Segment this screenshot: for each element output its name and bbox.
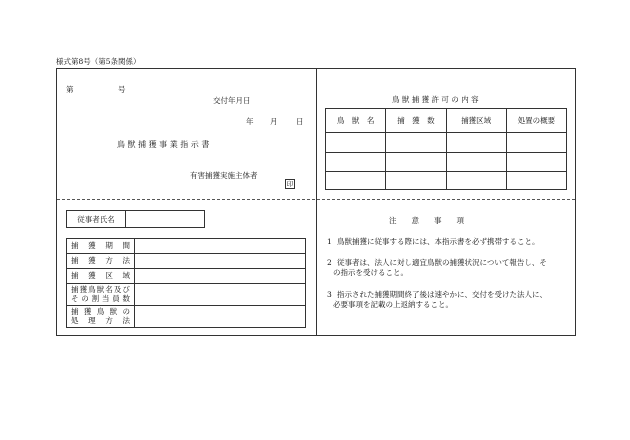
note-3-text: 指示された捕獲期間終了後は速やかに、交付を受けた法人に、 xyxy=(337,290,547,299)
date-month: 月 xyxy=(270,117,278,126)
notes-heading: 注 意 事 項 xyxy=(389,216,464,225)
seal-mark: 印 xyxy=(286,180,294,188)
number-prefix: 第 xyxy=(66,85,74,94)
vertical-divider xyxy=(316,69,317,335)
note-2-number: 2 xyxy=(327,258,332,267)
permit-col-area: 捕獲区域 xyxy=(446,109,506,133)
number-suffix: 号 xyxy=(118,85,126,94)
worker-name-label: 従事者氏名 xyxy=(67,211,126,228)
worker-name-field[interactable] xyxy=(126,211,205,228)
permit-cell[interactable] xyxy=(326,133,386,153)
capture-disposal-label-line2: 処理方法 xyxy=(71,315,130,325)
note-3-number: 3 xyxy=(327,290,332,299)
capture-area-label: 捕獲区域 xyxy=(71,270,130,280)
document-title: 鳥 獣 捕 獲 事 業 指 示 書 xyxy=(117,140,210,149)
permit-cell[interactable] xyxy=(386,133,446,153)
capture-period-field[interactable] xyxy=(135,239,306,254)
permit-cell[interactable] xyxy=(386,153,446,172)
capture-period-label: 捕獲期間 xyxy=(71,240,130,250)
form-number-label: 様式第8号（第5条関係） xyxy=(56,57,141,66)
permit-cell[interactable] xyxy=(506,172,566,190)
worker-name-table xyxy=(66,210,205,228)
permit-col-treatment: 処置の概要 xyxy=(506,109,566,133)
capture-method-field[interactable] xyxy=(135,254,306,269)
horizontal-cut-line xyxy=(57,199,575,200)
note-2-text-line2: の指示を受けること。 xyxy=(333,268,408,277)
permit-cell[interactable] xyxy=(446,153,506,172)
permit-cell[interactable] xyxy=(506,133,566,153)
permit-cell[interactable] xyxy=(506,153,566,172)
capture-details-table xyxy=(66,238,306,328)
permit-cell[interactable] xyxy=(326,153,386,172)
permit-cell[interactable] xyxy=(446,172,506,190)
date-year: 年 xyxy=(246,117,254,126)
permit-table xyxy=(325,108,567,190)
capture-species-field[interactable] xyxy=(135,284,306,306)
permit-cell[interactable] xyxy=(386,172,446,190)
note-2-text: 従事者は、法人に対し適宜鳥獣の捕獲状況について報告し、そ xyxy=(337,258,547,267)
note-1-text: 鳥獣捕獲に従事する際には、本指示書を必ず携帯すること。 xyxy=(337,237,540,246)
capture-method-label: 捕獲方法 xyxy=(71,255,130,265)
capture-area-field[interactable] xyxy=(135,269,306,284)
capture-disposal-label: 捕獲鳥獣の xyxy=(71,307,130,317)
issuer-label: 有害捕獲実施主体者 xyxy=(190,171,258,180)
permit-col-species: 鳥 獣 名 xyxy=(326,109,386,133)
permit-col-count: 捕 獲 数 xyxy=(386,109,446,133)
permit-heading: 鳥 獣 捕 獲 許 可 の 内 容 xyxy=(392,95,479,104)
note-3-text-line2: 必要事項を記載の上返納すること。 xyxy=(333,300,453,309)
date-day: 日 xyxy=(296,117,304,126)
capture-species-label: 捕獲鳥獣名及び xyxy=(71,285,130,295)
capture-species-label-line2: その割当員数 xyxy=(71,293,130,303)
permit-cell[interactable] xyxy=(326,172,386,190)
permit-cell[interactable] xyxy=(446,133,506,153)
issue-date-label: 交付年月日 xyxy=(213,96,251,105)
note-1-number: 1 xyxy=(327,237,332,246)
capture-disposal-field[interactable] xyxy=(135,306,306,328)
